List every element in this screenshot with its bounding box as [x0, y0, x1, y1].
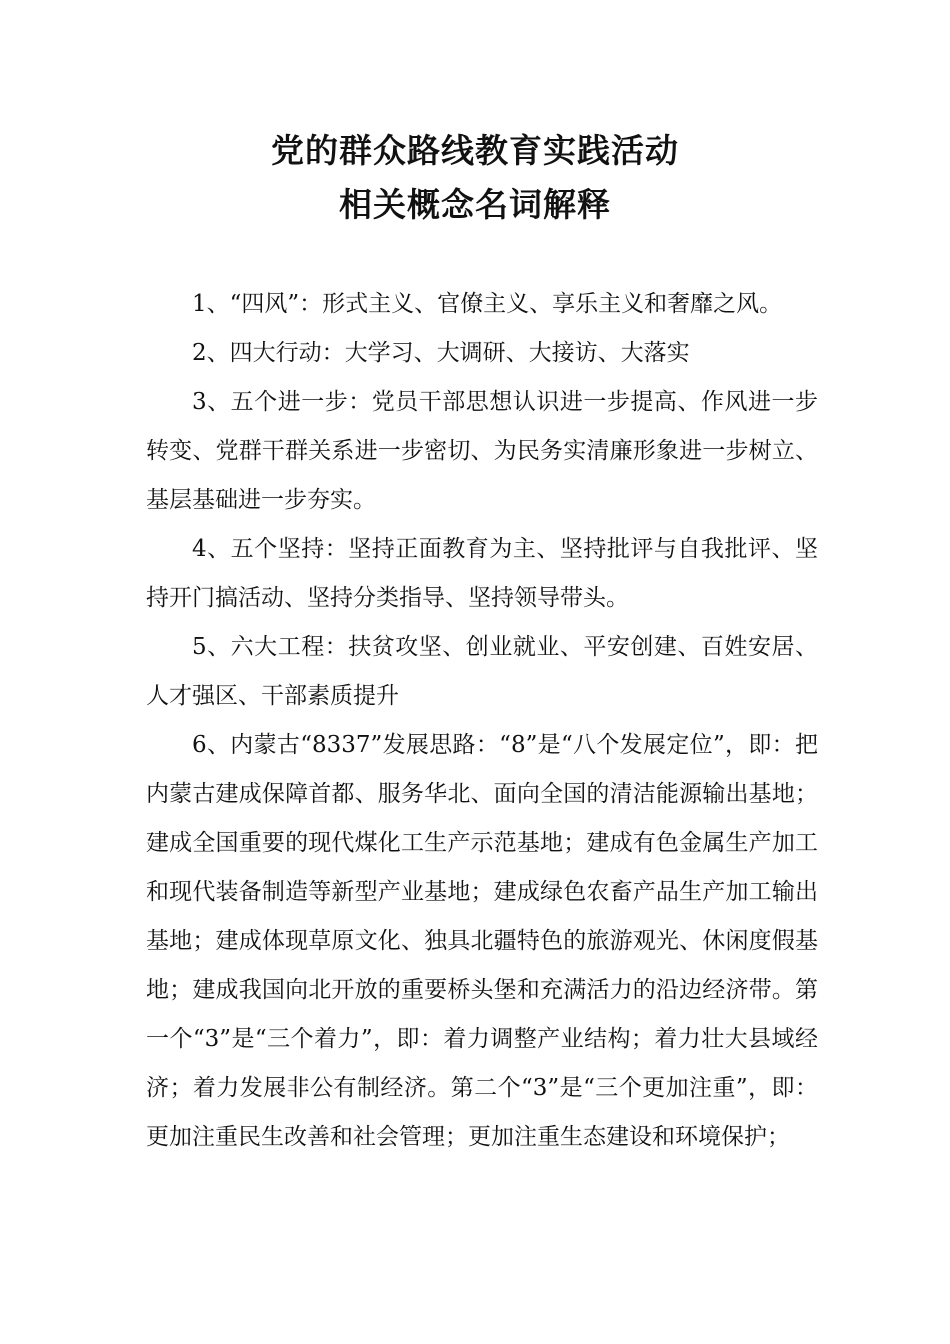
paragraph-8337-strategy: 6、内蒙古“8337”发展思路：“8”是“八个发展定位”，即：把内蒙古建成保障首都、服务华北、面向全国的清洁能源输出基地；建成全国重要的现代煤化工生产示范基地；建成有色金属生产加工和现代装备制造等新型产业基地；建成绿色农畜产品生产加工输出基地；建成体现草原文化、独具北疆特色的旅游观光、休闲度假基地；建成我国向北开放的重要桥头堡和充满活力的沿边经济带。第一个“3”是“三个着力”，即：着力调整产业结构；着力壮大县域经济；着力发展非公有制经济。第二个“3”是“三个更加注重”，即：更加注重民生改善和社会管理；更加注重生态建设和环境保护；: [146, 732, 818, 1150]
paragraph-five-adherences: 4、五个坚持：坚持正面教育为主、坚持批评与自我批评、坚持开门搞活动、坚持分类指导、坚持领导带头。: [146, 536, 818, 611]
paragraph-four-actions: 2、四大行动：大学习、大调研、大接访、大落实: [192, 340, 690, 366]
paragraph-sifeng: 1、“四风”：形式主义、官僚主义、享乐主义和奢靡之风。: [192, 291, 783, 317]
paragraph-six-projects: 5、六大工程：扶贫攻坚、创业就业、平安创建、百姓安居、人才强区、干部素质提升: [146, 634, 818, 709]
document-title: 党的群众路线教育实践活动: [271, 131, 679, 170]
paragraph-five-further-steps: 3、五个进一步：党员干部思想认识进一步提高、作风进一步转变、党群干群关系进一步密切、为民务实清廉形象进一步树立、基层基础进一步夯实。: [146, 389, 818, 513]
document-subtitle: 相关概念名词解释: [339, 185, 611, 224]
document-body: [146, 280, 818, 1162]
